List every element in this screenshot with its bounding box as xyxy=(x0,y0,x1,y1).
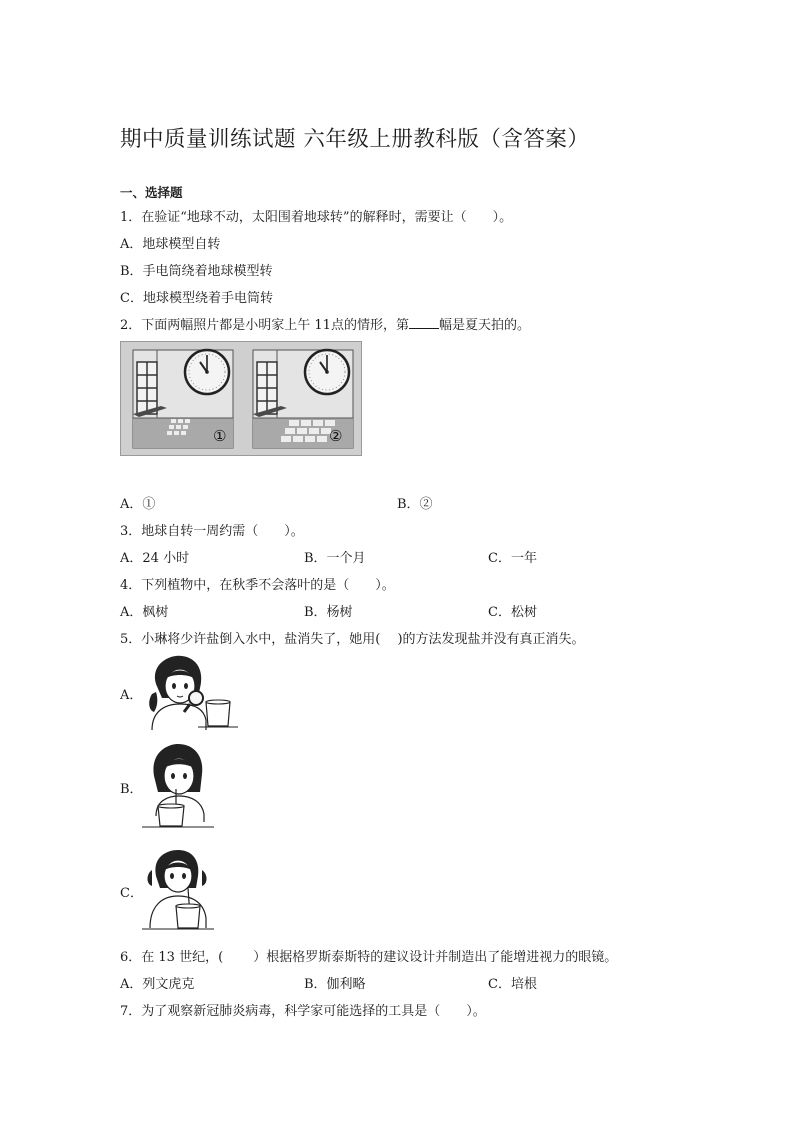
question-2-stem-after: 幅是夏天拍的。 xyxy=(438,318,530,333)
question-7-stem: 7．为了观察新冠肺炎病毒，科学家可能选择的工具是（ ）。 xyxy=(120,1004,486,1019)
photo-1-label: ① xyxy=(213,427,227,445)
question-2-stem-before: 2．下面两幅照片都是小明家上午 11点的情形，第 xyxy=(120,318,409,333)
question-6-option-a: A．列文虎克 xyxy=(120,977,195,992)
girl-stirring-water-illustration xyxy=(142,848,214,932)
question-1-option-c: C．地球模型绕着手电筒转 xyxy=(120,291,273,306)
question-4-option-b: B．杨树 xyxy=(304,605,353,620)
question-3-stem: 3．地球自转一周约需（ ）。 xyxy=(120,524,304,539)
question-5-option-a: A． xyxy=(120,688,143,703)
clock-icon xyxy=(185,350,229,394)
question-4-option-c: C．松树 xyxy=(488,605,537,620)
question-6-stem: 6．在 13 世纪，( ）根据格罗斯泰斯特的建议设计并制造出了能增进视力的眼镜。 xyxy=(120,950,618,965)
question-4-stem: 4．下列植物中，在秋季不会落叶的是（ ）。 xyxy=(120,578,395,593)
room-photos-illustration xyxy=(121,342,361,455)
question-2-stem xyxy=(120,314,530,333)
girl-with-magnifier-illustration xyxy=(142,654,238,730)
clock-icon xyxy=(305,350,349,394)
question-1-stem: 1．在验证“地球不动，太阳围着地球转”的解释时，需要让（ ）。 xyxy=(120,210,513,225)
question-6-option-c: C．培根 xyxy=(488,977,537,992)
girl-tasting-water-illustration xyxy=(142,742,214,830)
question-6-option-b: B．伽利略 xyxy=(304,977,366,992)
question-4-option-a: A．枫树 xyxy=(120,605,169,620)
question-1-option-a: A．地球模型自转 xyxy=(120,237,221,252)
question-2-option-b: B．② xyxy=(397,497,433,512)
question-5-option-b: B． xyxy=(120,782,143,797)
page-title: 期中质量训练试题 六年级上册教科版（含答案） xyxy=(120,127,590,152)
photo-2-label: ② xyxy=(329,427,343,445)
section-heading: 一、选择题 xyxy=(120,185,183,200)
question-3-option-c: C．一年 xyxy=(488,551,537,566)
room-photos-figure xyxy=(120,341,362,456)
question-3-option-b: B．一个月 xyxy=(304,551,366,566)
answer-blank xyxy=(409,316,439,329)
question-2-option-a: A．① xyxy=(120,497,156,512)
question-5-stem: 5．小琳将少许盐倒入水中，盐消失了，她用( )的方法发现盐并没有真正消失。 xyxy=(120,632,585,647)
question-3-option-a: A．24 小时 xyxy=(120,551,190,566)
question-1-option-b: B．手电筒绕着地球模型转 xyxy=(120,264,273,279)
question-5-option-c: C． xyxy=(120,886,143,901)
